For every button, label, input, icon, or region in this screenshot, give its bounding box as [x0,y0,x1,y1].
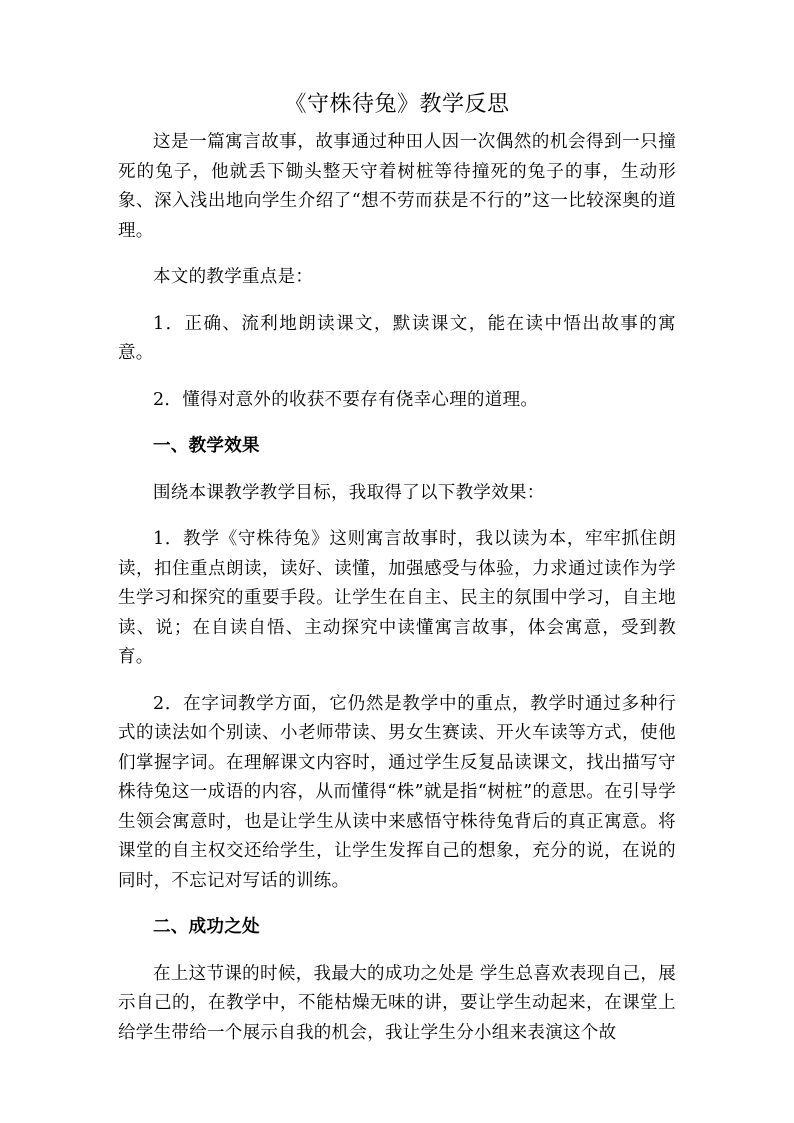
document-title: 《守株待兔》教学反思 [284,92,510,117]
success-paragraph: 在上这节课的时候，我最大的成功之处是 学生总喜欢表现自己，展示自己的，在教学中，不能枯燥无味的讲，要让学生动起来，在课堂上给学生带给一个展示自我的机会，我让学生分小组来表演这个故 [118,963,676,1043]
focus-item-2: 2．懂得对意外的收获不要存有侥幸心理的道理。 [153,389,539,410]
intro-paragraph: 这是一篇寓言故事，故事通过种田人因一次偶然的机会得到一只撞死的兔子，他就丢下锄头整天守着树桩等待撞死的兔子的事，生动形象、深入浅出地向学生介绍了“想不劳而获是不行的”这一比较深奥的道理。 [118,132,676,241]
focus-item-1: 1．正确、流利地朗读课文，默读课文，能在读中悟出故事的寓意。 [118,313,676,363]
focus-intro-paragraph: 本文的教学重点是： [153,267,314,287]
section-heading-teaching-effect: 一、教学效果 [153,436,260,456]
effect-item-2: 2．在字词教学方面，它仍然是教学中的重点，教学时通过多种行式的读法如个别读、小老师带读、男女生赛读、开火车读等方式，使他们掌握字词。在理解课文内容时，通过学生反复品读课文，找出描写守株待兔这一成语的内容，从而懂得“株”就是指“树桩”的意思。在引导学生领会寓意时，也是让学生从读中来感悟守株待兔背后的真正寓意。将课堂的自主权交还给学生，让学生发挥自己的想象，充分的说，在说的同时，不忘记对写话的训练。 [118,693,676,891]
effect-intro-paragraph: 围绕本课教学教学目标，我取得了以下教学效果： [153,482,545,503]
section-heading-success: 二、成功之处 [153,917,260,937]
document-page [118,90,676,1065]
effect-item-1: 1．教学《守株待兔》这则寓言故事时，我以读为本，牢牢抓住朗读，扣住重点朗读，读好、读懂，加强感受与体验，力求通过读作为学生学习和探究的重要手段。让学生在自主、民主的氛围中学习，自主地读、说；在自读自悟、主动探究中读懂寓言故事，体会寓意，受到教育。 [118,529,676,667]
